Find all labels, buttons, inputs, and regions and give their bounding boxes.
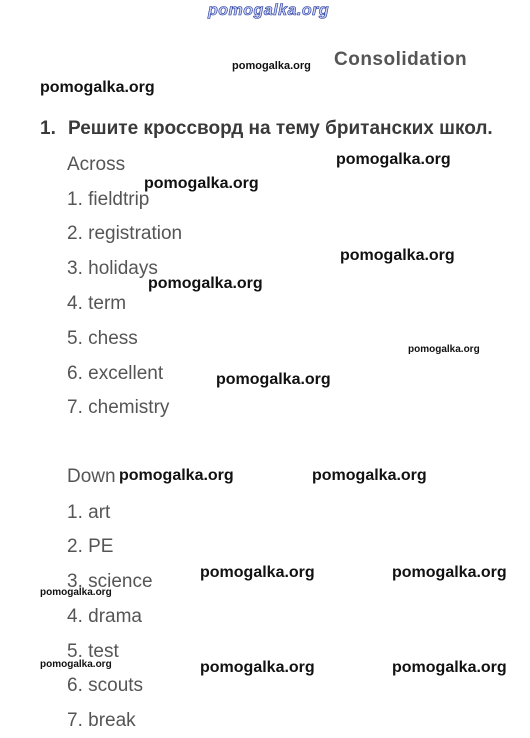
down-heading: Down: [67, 466, 116, 487]
down-item: 3. science: [67, 571, 153, 592]
task-number: 1.: [40, 118, 56, 139]
watermark: pomogalka.org: [40, 587, 112, 598]
across-item: 2. registration: [67, 223, 183, 244]
watermark: pomogalka.org: [40, 79, 155, 96]
down-item: 6. scouts: [67, 675, 144, 696]
watermark: pomogalka.org: [144, 175, 259, 192]
watermark: pomogalka.org: [336, 151, 451, 168]
across-item: 7. chemistry: [67, 397, 170, 418]
across-item: 4. term: [67, 293, 127, 314]
watermark: pomogalka.org: [340, 247, 455, 264]
across-heading: Across: [67, 154, 126, 175]
across-item: 1. fieldtrip: [67, 189, 150, 210]
watermark: pomogalka.org: [148, 275, 263, 292]
site-logo: pomogalka.org: [208, 2, 330, 19]
down-item: 1. art: [67, 502, 111, 523]
down-item: 5. test: [67, 641, 119, 662]
section-title: Consolidation: [334, 49, 468, 70]
watermark: pomogalka.org: [216, 371, 331, 388]
watermark: pomogalka.org: [408, 344, 480, 355]
watermark: pomogalka.org: [392, 564, 507, 581]
down-item: 4. drama: [67, 606, 142, 627]
watermark: pomogalka.org: [40, 659, 112, 670]
task-heading: [40, 118, 493, 140]
watermark: pomogalka.org: [392, 659, 507, 676]
watermark: pomogalka.org: [200, 564, 315, 581]
across-item: 5. chess: [67, 328, 138, 349]
down-item: 2. PE: [67, 536, 114, 557]
watermark: pomogalka.org: [119, 467, 234, 484]
watermark: pomogalka.org: [200, 659, 315, 676]
down-item: 7. break: [67, 710, 136, 731]
across-item: 3. holidays: [67, 258, 158, 279]
watermark: pomogalka.org: [232, 60, 311, 72]
across-item: 6. excellent: [67, 363, 164, 384]
watermark: pomogalka.org: [312, 467, 427, 484]
task-text: Решите кроссворд на тему британских школ.: [68, 118, 493, 139]
